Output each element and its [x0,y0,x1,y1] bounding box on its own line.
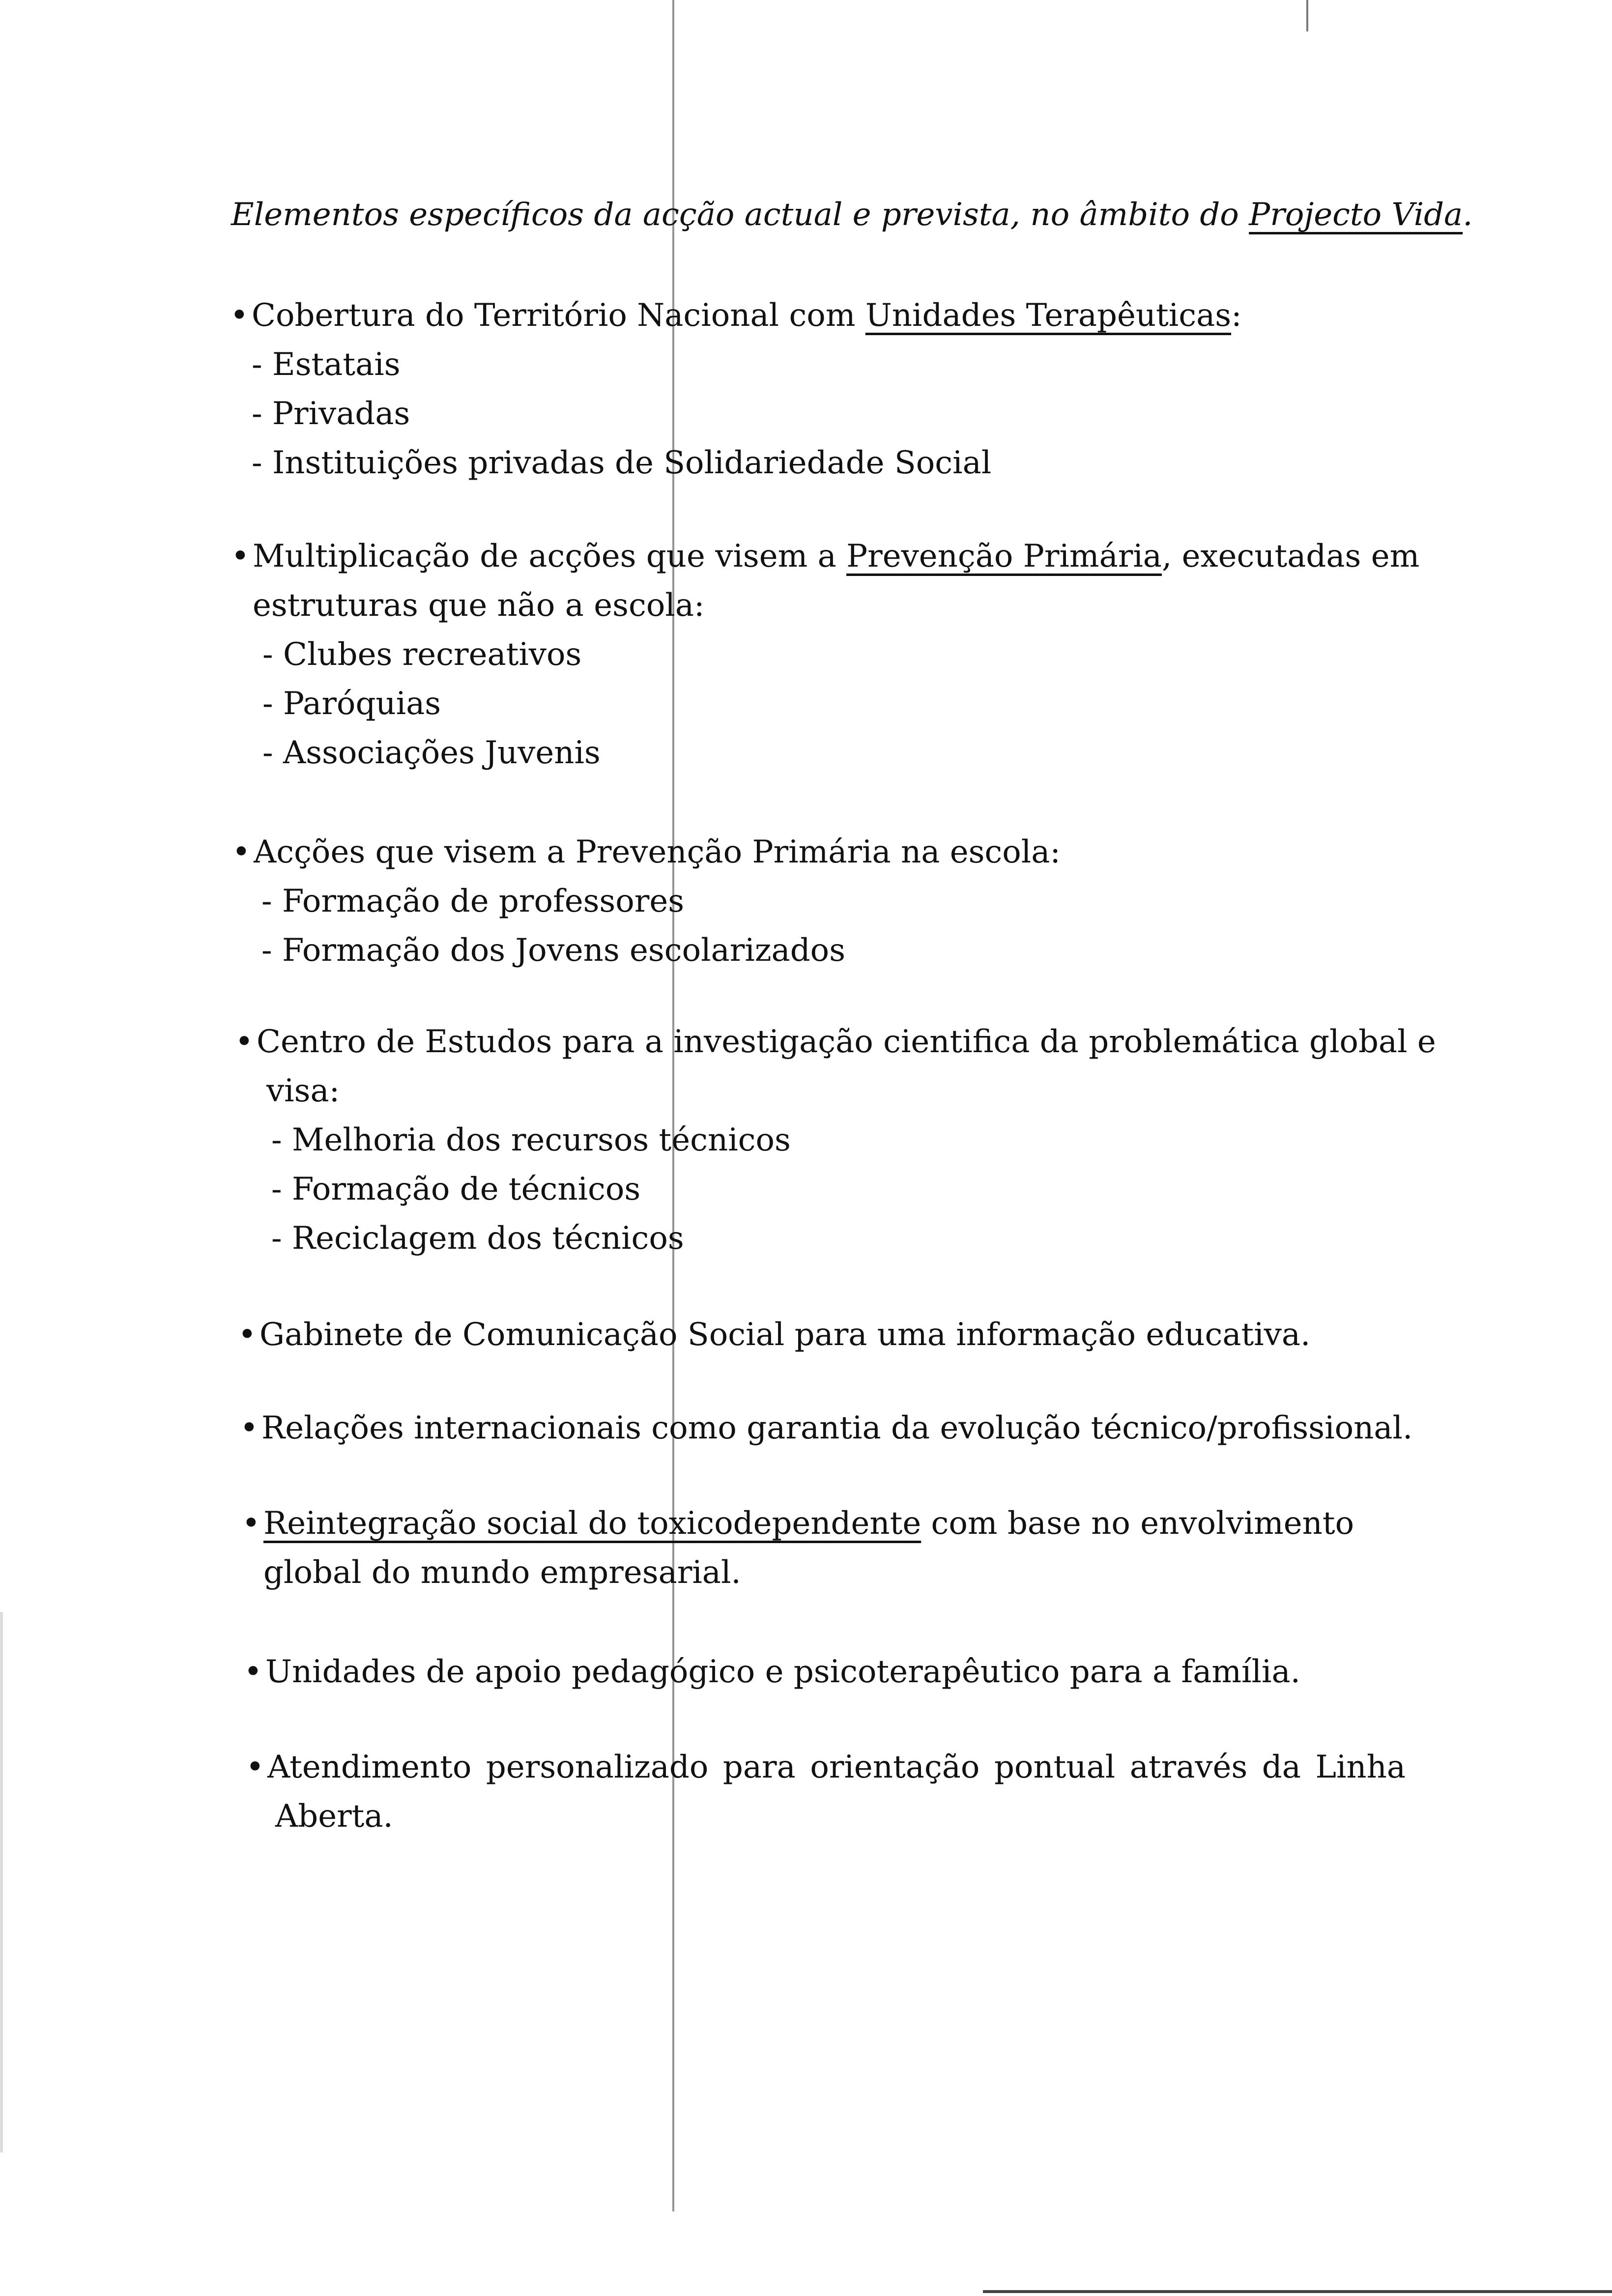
item-underlined-text: Unidades Terapêuticas [865,297,1232,334]
item-heading [238,1310,1467,1359]
list-item-coverage [230,291,1459,488]
bullet-marker: • [231,538,250,574]
sub-item: - Associações Juvenis [262,735,601,771]
item-heading [232,828,1461,877]
item-text: , executadas em [1161,538,1420,574]
title-text: Elementos específicos da acção actual e prevista, no âmbito do [231,197,1249,233]
list-item-communication-office [238,1310,1467,1359]
sub-item: - Estatais [252,346,401,383]
list-item-open-line [246,1743,1406,1841]
scan-tick-mark [1306,0,1308,31]
item-heading-continuation: visa: [266,1073,340,1109]
item-text: Cobertura do Território Nacional com [252,297,865,334]
sub-item: - Formação de técnicos [271,1171,641,1207]
bullet-marker: • [240,1410,259,1446]
item-heading-continuation: estruturas que não a escola: [253,587,705,624]
bullet-marker: • [230,297,249,334]
list-item-social-reintegration [242,1499,1470,1597]
item-text: Centro de Estudos para a investigação cientifica da problemática global e [257,1024,1436,1060]
item-underlined-text: Reintegração social do toxicodependente [263,1505,921,1542]
sub-item: - Privadas [252,396,410,432]
item-heading [244,1647,1472,1696]
item-text: Atendimento personalizado para orientação pontual através da Linha [267,1749,1406,1785]
sub-item: - Formação de professores [261,883,685,919]
list-item-study-centre [235,1017,1436,1263]
bullet-marker: • [244,1654,262,1690]
item-heading [242,1499,1470,1548]
scan-bottom-rule [983,2290,1612,2293]
item-text: Relações internacionais como garantia da evolução técnico/profissional. [261,1410,1413,1446]
sub-item: - Formação dos Jovens escolarizados [261,932,846,969]
item-heading [246,1743,1406,1792]
sub-item: - Reciclagem dos técnicos [271,1220,684,1257]
item-text: Multiplicação de acções que visem a [253,538,847,574]
bullet-marker: • [232,834,251,870]
item-text: Gabinete de Comunicação Social para uma informação educativa. [259,1317,1311,1353]
list-item-international-relations [240,1404,1468,1453]
sub-item: - Melhoria dos recursos técnicos [271,1122,791,1158]
item-underlined-text: Prevenção Primária [846,538,1162,574]
list-item-family-support [244,1647,1472,1696]
item-heading [231,532,1420,581]
title-underlined-text: Projecto Vida [1249,197,1463,233]
item-heading [235,1017,1436,1066]
item-text: : [1231,297,1242,334]
item-heading-continuation: Aberta. [275,1798,393,1835]
item-text: Unidades de apoio pedagógico e psicoterapêutico para a família. [265,1654,1300,1690]
sub-item: - Clubes recreativos [262,636,582,673]
bullet-marker: • [235,1024,254,1060]
bullet-marker: • [246,1749,264,1785]
title-period: . [1463,197,1473,233]
item-heading-continuation: global do mundo empresarial. [263,1554,741,1591]
document-title [231,197,1473,233]
list-item-prevention-actions [231,532,1460,777]
sub-item: - Instituições privadas de Solidariedade Social [252,445,992,481]
list-item-school-prevention [232,828,1461,975]
sub-item: - Paróquias [262,686,441,722]
item-text: com base no envolvimento [921,1505,1354,1542]
scan-left-edge [0,1612,3,2152]
bullet-marker: • [238,1317,257,1353]
item-heading [230,291,1459,340]
item-heading [240,1404,1468,1453]
item-text: Acções que visem a Prevenção Primária na escola: [254,834,1061,870]
bullet-marker: • [242,1505,260,1542]
